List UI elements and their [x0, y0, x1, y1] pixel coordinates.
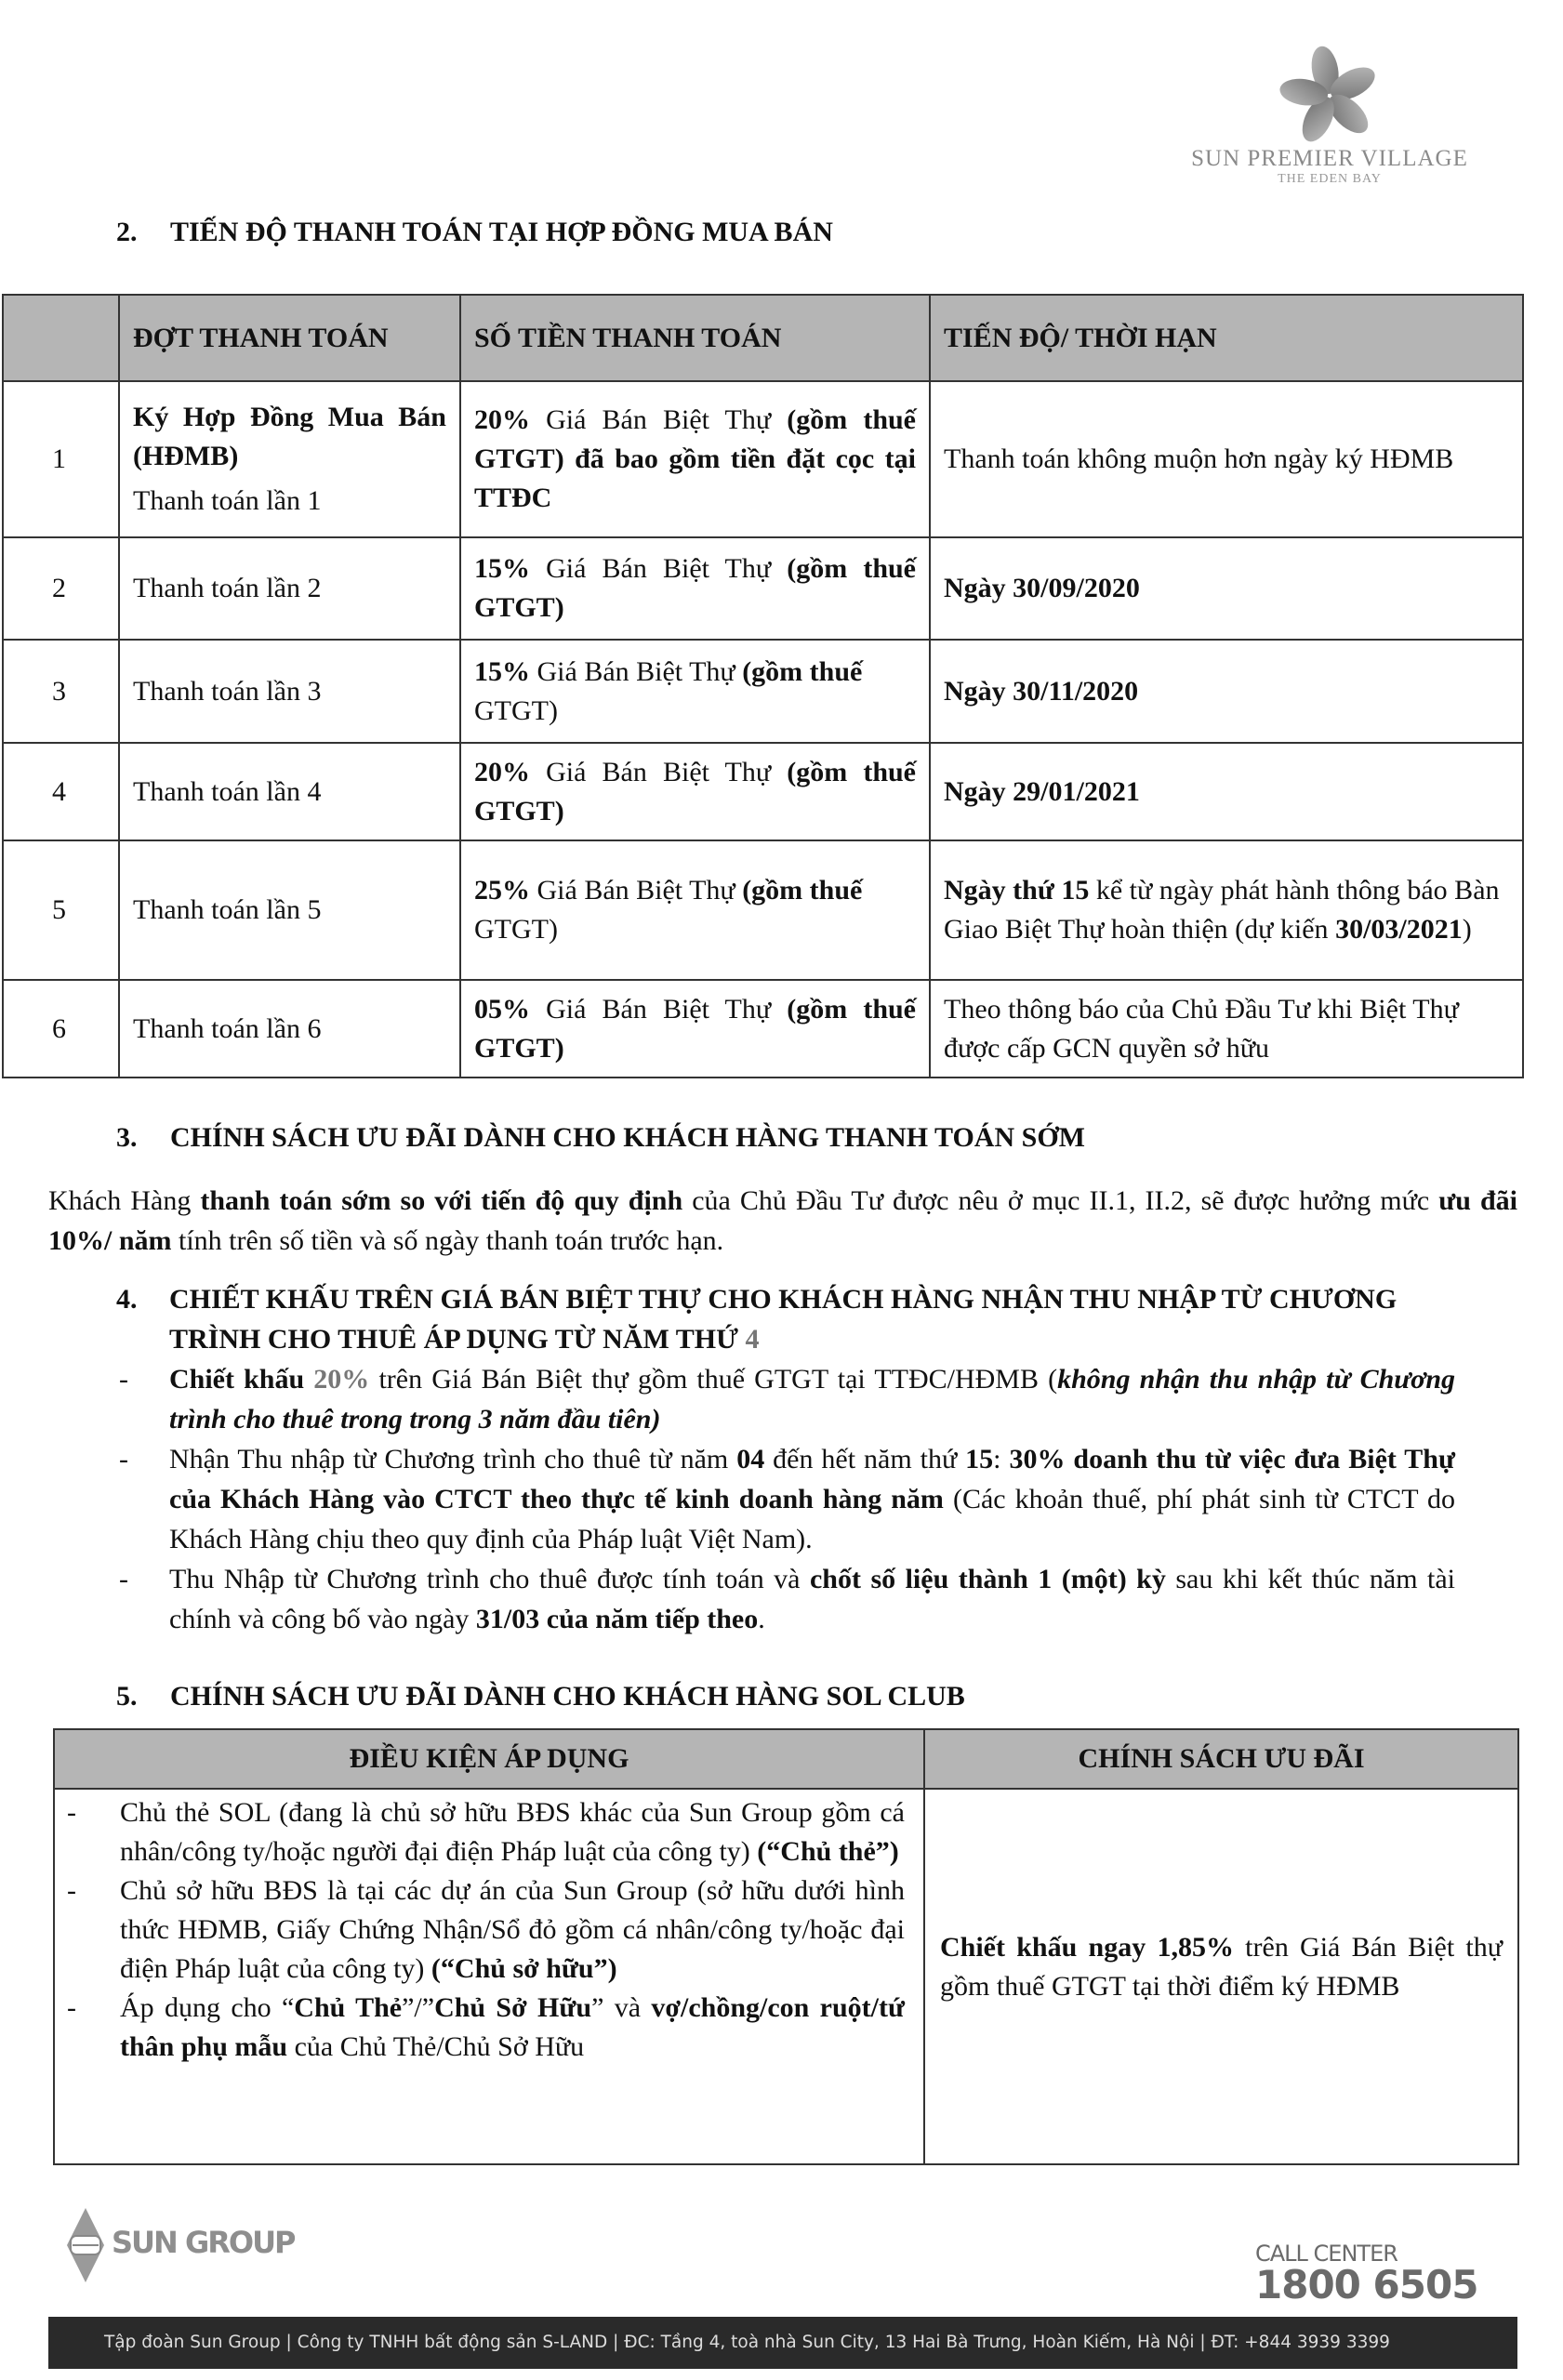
section-5-heading [116, 1681, 965, 1712]
section-title: CHÍNH SÁCH ƯU ĐÃI DÀNH CHO KHÁCH HÀNG SOL CLUB [170, 1681, 965, 1712]
list-item [64, 1989, 905, 2067]
payment-schedule-table [2, 294, 1524, 1078]
text-bold: chốt số liệu thành 1 (một) kỳ [809, 1564, 1166, 1594]
amount-text: Giá Bán Biệt Thự [530, 875, 743, 906]
row-phase: Thanh toán lần 5 [119, 840, 460, 980]
text: sau khi kết thúc năm tài chính và công bố vào ngày [169, 1564, 1455, 1634]
text-highlight: 20% [304, 1364, 370, 1395]
amount-percent: 15% [474, 553, 530, 584]
text: của Chủ Thẻ/Chủ Sở Hữu [287, 2031, 585, 2062]
deadline-date: Ngày 29/01/2021 [944, 775, 1140, 807]
row-deadline: Thanh toán không muộn hơn ngày ký HĐMB [930, 381, 1523, 537]
call-center-number[interactable]: 1800 6505 [1255, 2262, 1478, 2307]
list-item [116, 1359, 1455, 1439]
call-center-label: CALL CENTER [1255, 2241, 1397, 2267]
text: Chủ sở hữu BĐS là tại các dự án của Sun Group (sở hữu dưới hình thức HĐMB, Giấy Chứng Nhận/Sổ đỏ gồm cá nhân/công ty/hoặc đại điện Pháp luật của công ty) [120, 1875, 905, 1984]
header-no [3, 295, 119, 381]
amount-tax: (gồm thuế GTGT) [474, 993, 916, 1064]
row-amount [460, 743, 930, 840]
sun-group-logo [65, 2199, 295, 2292]
amount-text: Giá Bán Biệt Thự [530, 404, 788, 435]
amount-text: Giá Bán Biệt Thự [530, 553, 788, 584]
policy-text: trên Giá Bán Biệt thự gồm thuế GTGT tại thời điểm ký HĐMB [940, 1932, 1503, 2002]
amount-text: Giá Bán Biệt Thự [530, 993, 788, 1025]
text-bold: Chủ Thẻ [294, 1992, 403, 2023]
flower-logo-icon [1269, 42, 1390, 144]
sun-group-wordmark: SUN GROUP [112, 2225, 295, 2260]
phase-bold: Ký Hợp Đồng Mua Bán (HĐMB) [133, 402, 446, 471]
text: Nhận Thu nhập từ Chương trình cho thuê từ năm [169, 1444, 737, 1474]
row-number: 6 [3, 980, 119, 1078]
text: tính trên số tiền và số ngày thanh toán trước hạn. [171, 1225, 724, 1256]
row-amount [460, 381, 930, 537]
table-row [54, 1789, 1518, 2164]
table-row [3, 980, 1523, 1078]
bullet-dash: - [119, 1364, 128, 1395]
row-number: 4 [3, 743, 119, 840]
row-phase [119, 381, 460, 537]
text: Chủ thẻ SOL (đang là chủ sở hữu BĐS khác của Sun Group gồm cá nhân/công ty/hoặc người đại điện Pháp luật của công ty) [120, 1797, 905, 1867]
call-center [1255, 2241, 1478, 2307]
amount-tax-tail: GTGT) [474, 694, 558, 726]
row-deadline [930, 640, 1523, 743]
conditions-cell [54, 1789, 924, 2164]
amount-text: Giá Bán Biệt Thự [530, 655, 743, 687]
amount-tax: (gồm thuế GTGT) đã bao gồm tiền đặt cọc tại TTĐC [474, 404, 916, 513]
sol-club-table [53, 1728, 1519, 2165]
text-bold: ưu đãi 10%/ năm [48, 1185, 1518, 1256]
table-row [3, 537, 1523, 640]
text: trên Giá Bán Biệt thự gồm thuế GTGT tại TTĐC/HĐMB ( [369, 1364, 1058, 1395]
section-number: 2. [116, 217, 138, 247]
section-title: CHÍNH SÁCH ƯU ĐÃI DÀNH CHO KHÁCH HÀNG THANH TOÁN SỚM [170, 1122, 1085, 1153]
text: ” và [591, 1992, 652, 2023]
table-row [3, 743, 1523, 840]
section-title: CHIẾT KHẤU TRÊN GIÁ BÁN BIỆT THỰ CHO KHÁCH HÀNG NHẬN THU NHẬP TỪ CHƯƠNG TRÌNH CHO THUÊ ÁP DỤNG TỪ NĂM THỨ [169, 1284, 1397, 1355]
policy-bold: Chiết khấu ngay 1,85% [940, 1932, 1234, 1963]
section-4-heading [116, 1279, 1455, 1359]
bullet-dash: - [67, 1875, 76, 1906]
text: đến hết năm thứ [764, 1444, 966, 1474]
amount-text: Giá Bán Biệt Thự [530, 756, 788, 787]
row-amount [460, 840, 930, 980]
table-header-row [3, 295, 1523, 381]
row-number: 1 [3, 381, 119, 537]
policy-cell [924, 1789, 1518, 2164]
row-number: 3 [3, 640, 119, 743]
deadline-date: Ngày 30/09/2020 [944, 573, 1140, 603]
row-phase: Thanh toán lần 3 [119, 640, 460, 743]
header-phase: ĐỢT THANH TOÁN [119, 295, 460, 381]
list-item [116, 1439, 1455, 1559]
text-bold-italic: không nhận thu nhập từ Chương trình cho thuê trong trong 3 năm đầu tiên) [169, 1364, 1456, 1435]
text: (Các khoản thuế, phí phát sinh từ CTCT do Khách Hàng chịu theo quy định của Pháp luật Việt Nam). [169, 1484, 1455, 1554]
table-header-row [54, 1729, 1518, 1789]
row-amount [460, 980, 930, 1078]
header-deadline: TIẾN ĐỘ/ THỜI HẠN [930, 295, 1523, 381]
amount-tax: (gồm thuế [742, 875, 863, 906]
text: Thu Nhập từ Chương trình cho thuê được tính toán và [169, 1564, 810, 1594]
bullet-dash: - [67, 1797, 76, 1828]
footer-bar [48, 2317, 1517, 2369]
text-bold: 30% doanh thu từ việc đưa Biệt Thự của Khách Hàng vào CTCT theo thực tế kinh doanh hàng năm [169, 1444, 1455, 1514]
row-amount [460, 537, 930, 640]
deadline-date: 30/03/2021 [1335, 914, 1463, 945]
section-3-heading [116, 1122, 1085, 1154]
text: của Chủ Đầu Tư được nêu ở mục II.1, II.2, sẽ được hưởng mức [682, 1185, 1439, 1216]
header-policy: CHÍNH SÁCH ƯU ĐÃI [924, 1729, 1518, 1789]
sun-premier-village-logo [1153, 42, 1506, 186]
logo-subtitle: THE EDEN BAY [1278, 172, 1382, 186]
amount-tax: (gồm thuế GTGT) [474, 756, 916, 826]
bullet-dash: - [67, 1992, 76, 2023]
row-phase: Thanh toán lần 4 [119, 743, 460, 840]
text-bold: thanh toán sớm so với tiến độ quy định [200, 1185, 683, 1216]
table-row [3, 840, 1523, 980]
text: . [758, 1604, 765, 1634]
row-amount [460, 640, 930, 743]
section-title: TIẾN ĐỘ THANH TOÁN TẠI HỢP ĐỒNG MUA BÁN [170, 217, 833, 247]
logo-brand: SUN PREMIER VILLAGE [1191, 146, 1468, 171]
header-conditions: ĐIỀU KIỆN ÁP DỤNG [54, 1729, 924, 1789]
section-4 [116, 1279, 1455, 1639]
table-row [3, 381, 1523, 537]
section-3-paragraph [48, 1181, 1517, 1261]
text: ”/” [402, 1992, 435, 2023]
amount-percent: 15% [474, 655, 530, 687]
row-phase: Thanh toán lần 6 [119, 980, 460, 1078]
text-bold: (“Chủ sở hữu”) [430, 1953, 617, 1984]
section-number: 4. [116, 1284, 138, 1315]
row-deadline [930, 537, 1523, 640]
table-row [3, 640, 1523, 743]
text-bold: 04 [736, 1444, 765, 1474]
section-number: 5. [116, 1681, 138, 1712]
list-item [64, 1793, 905, 1871]
bullet-dash: - [119, 1564, 128, 1594]
text: : [993, 1444, 1010, 1474]
text-bold: Chiết khấu [169, 1364, 305, 1395]
footer-address: Tập đoàn Sun Group | Công ty TNHH bất động sản S-LAND | ĐC: Tầng 4, toà nhà Sun City, 13 Hai Bà Trưng, Hoàn Kiếm, Hà Nội | ĐT: +844 3939 3399 [104, 2333, 1390, 2352]
deadline-date: Ngày 30/11/2020 [944, 675, 1139, 707]
row-number: 5 [3, 840, 119, 980]
list-item [64, 1871, 905, 1989]
section-number: 3. [116, 1122, 138, 1153]
list-item [116, 1559, 1455, 1639]
amount-percent: 20% [474, 404, 530, 435]
text-bold: 31/03 của năm tiếp theo [475, 1604, 759, 1634]
amount-percent: 25% [474, 875, 530, 906]
amount-tax-tail: GTGT) [474, 914, 558, 945]
bullet-dash: - [119, 1444, 128, 1474]
row-deadline [930, 743, 1523, 840]
header-amount: SỐ TIỀN THANH TOÁN [460, 295, 930, 381]
amount-percent: 20% [474, 756, 530, 787]
deadline-bold: Ngày thứ 15 [944, 875, 1090, 906]
text-bold: (“Chủ thẻ”) [757, 1836, 899, 1867]
amount-percent: 05% [474, 993, 530, 1025]
row-deadline [930, 840, 1523, 980]
section-title-number: 4 [745, 1324, 760, 1355]
text-bold: vợ/chồng/con ruột/tứ thân phụ mẫu [120, 1992, 905, 2062]
row-phase: Thanh toán lần 2 [119, 537, 460, 640]
text: Áp dụng cho “ [120, 1992, 295, 2023]
deadline-text: kể từ ngày phát hành thông báo Bàn Giao Biệt Thự hoàn thiện (dự kiến [944, 875, 1500, 945]
section-2-heading [116, 217, 833, 248]
text-bold: 15 [965, 1444, 994, 1474]
amount-tax: (gồm thuế GTGT) [474, 553, 916, 623]
amount-tax: (gồm thuế [742, 655, 863, 687]
deadline-tail: ) [1462, 914, 1472, 945]
row-deadline: Theo thông báo của Chủ Đầu Tư khi Biệt Thự được cấp GCN quyền sở hữu [930, 980, 1523, 1078]
phase-label: Thanh toán lần 1 [133, 485, 322, 516]
text-bold: Chủ Sở Hữu [434, 1992, 592, 2023]
text: Khách Hàng [48, 1185, 201, 1216]
row-number: 2 [3, 537, 119, 640]
